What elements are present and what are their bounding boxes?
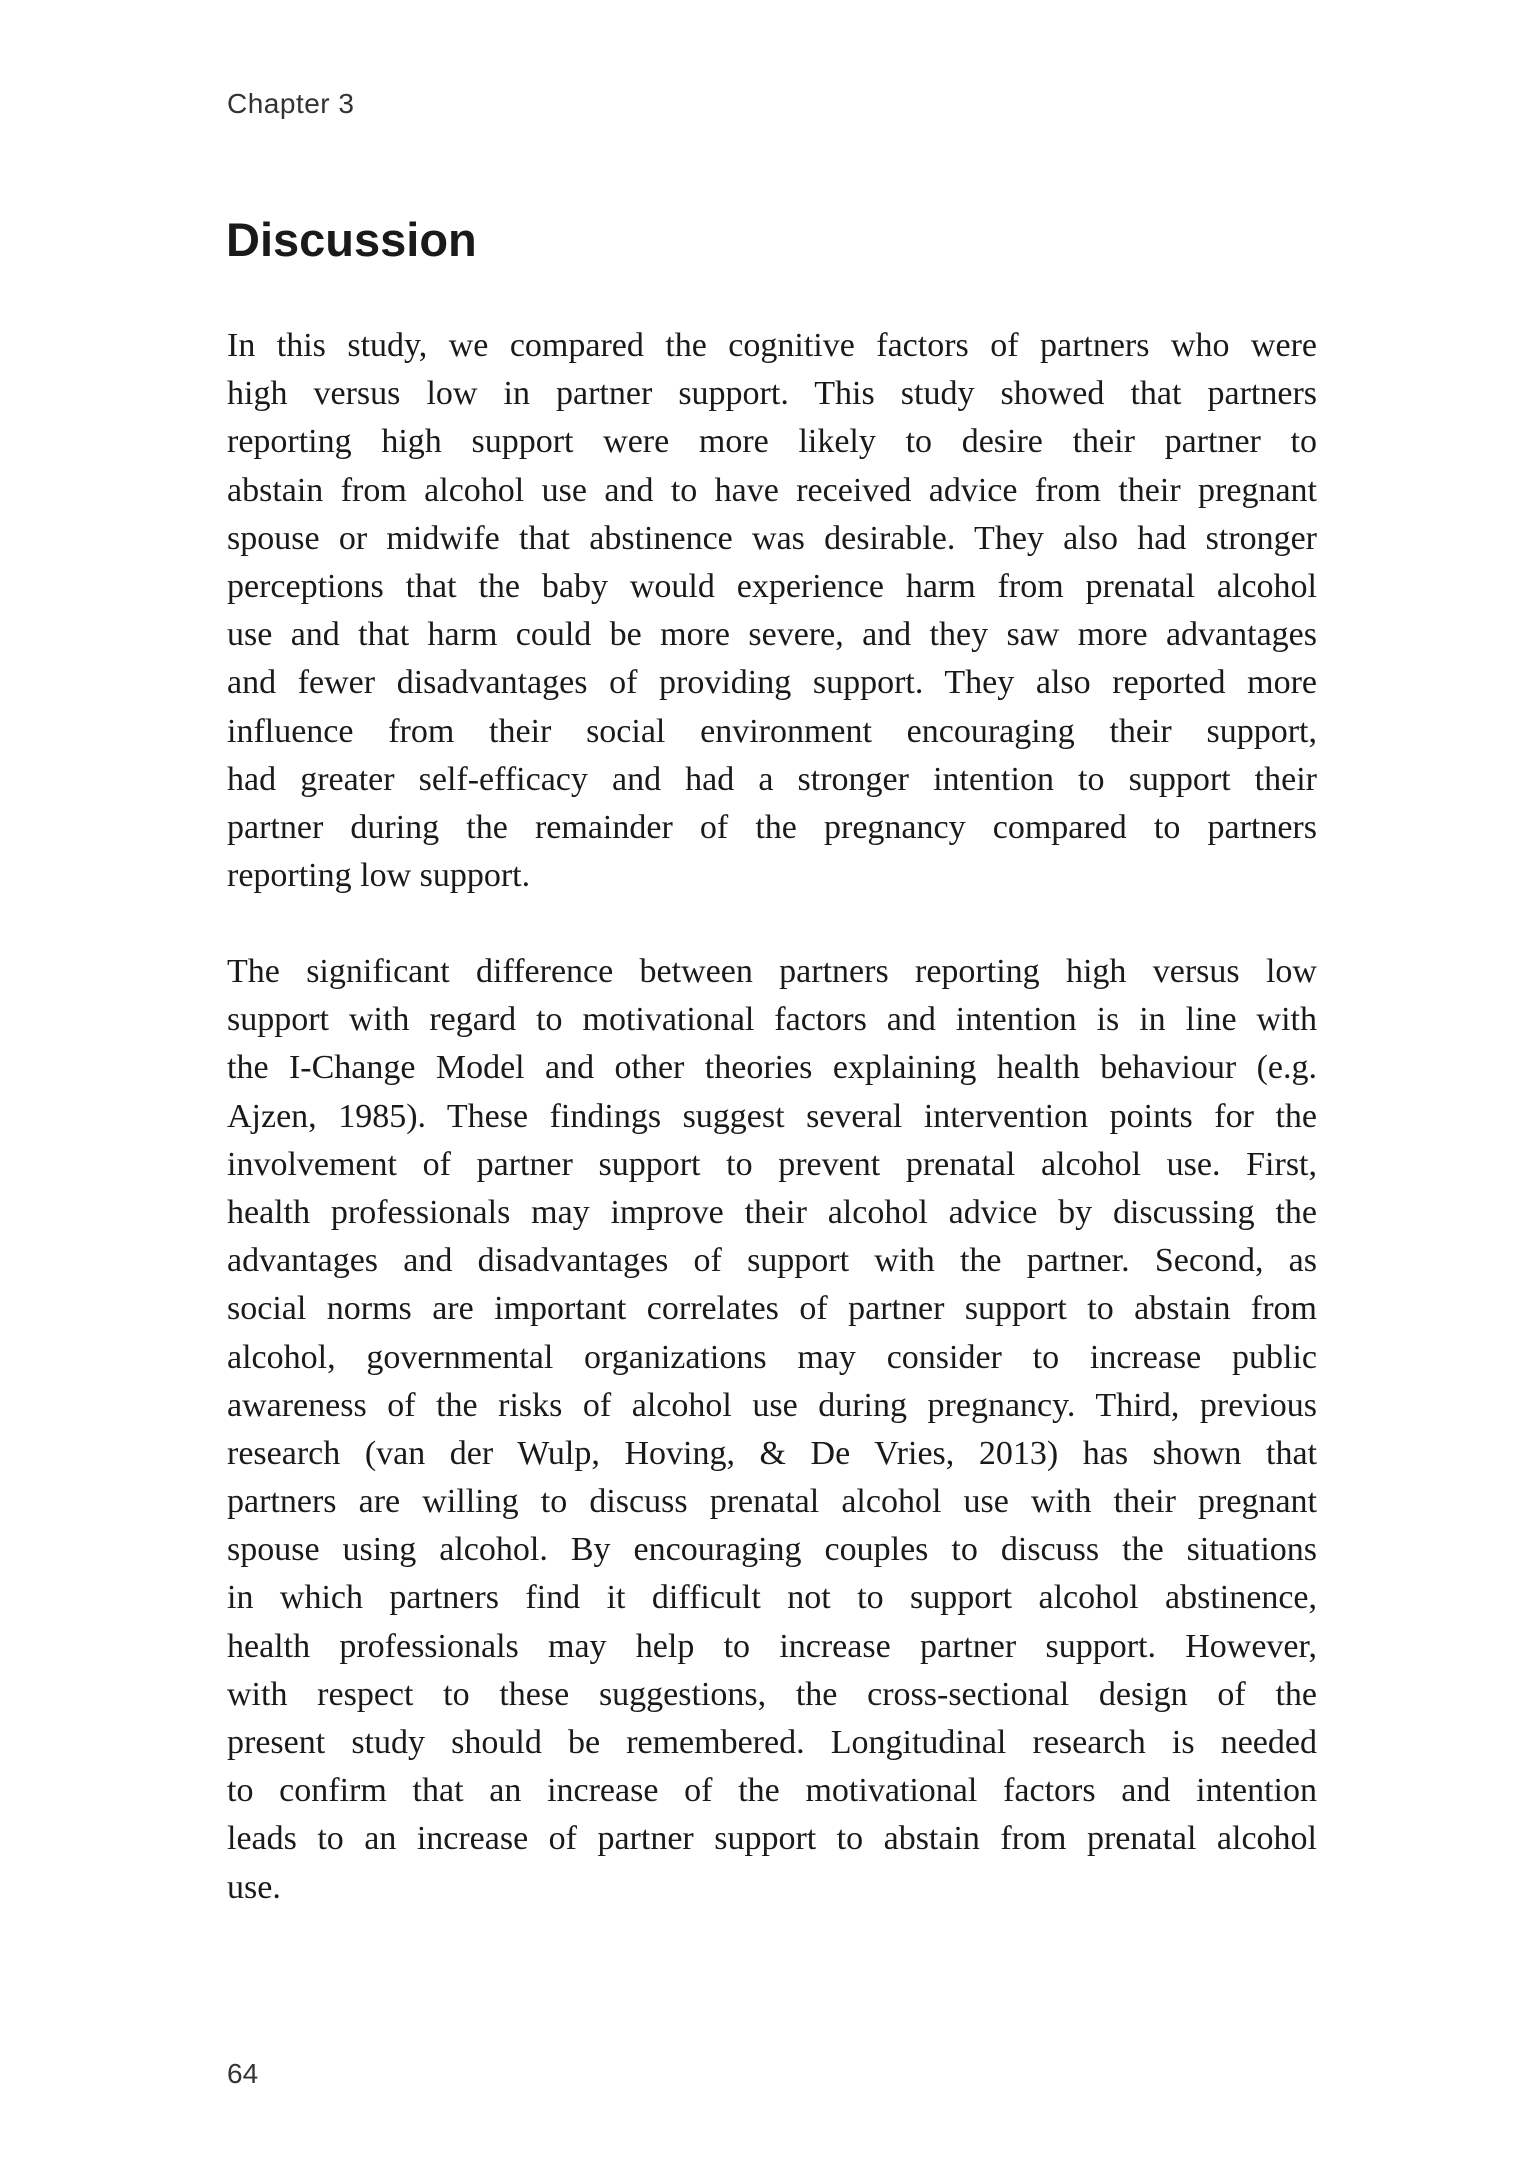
text-line: present study should be remembered. Longitudinal research is needed	[227, 1724, 1317, 1761]
text-line: spouse using alcohol. By encouraging couples to discuss the situations	[227, 1531, 1317, 1569]
text-line: Ajzen, 1985). These findings suggest several intervention points for the	[227, 1097, 1317, 1135]
text-line: research (van der Wulp, Hoving, & De Vries, 2013) has shown that	[227, 1434, 1317, 1472]
text-line: alcohol, governmental organizations may consider to increase public	[227, 1338, 1317, 1376]
text-line: spouse or midwife that abstinence was desirable. They also had stronger	[227, 519, 1317, 557]
text-line: abstain from alcohol use and to have received advice from their pregnant	[227, 471, 1317, 509]
running-head: Chapter 3	[227, 88, 355, 119]
text-line: influence from their social environment encouraging their support,	[227, 712, 1317, 750]
paragraph-1	[227, 322, 1317, 900]
text-line: reporting high support were more likely to desire their partner to	[227, 423, 1317, 461]
text-line: and fewer disadvantages of providing support. They also reported more	[227, 664, 1317, 702]
text-line: advantages and disadvantages of support with the partner. Second, as	[227, 1242, 1317, 1280]
text-line: social norms are important correlates of partner support to abstain from	[227, 1290, 1317, 1328]
paragraph-2	[227, 948, 1317, 1912]
text-line: reporting low support.	[227, 857, 531, 895]
text-line: with respect to these suggestions, the cross-sectional design of the	[227, 1675, 1317, 1713]
text-line: health professionals may help to increase partner support. However,	[227, 1627, 1317, 1665]
text-line: in which partners find it difficult not to support alcohol abstinence,	[227, 1579, 1317, 1617]
text-line: use and that harm could be more severe, and they saw more advantages	[227, 616, 1317, 654]
text-line: to confirm that an increase of the motivational factors and intention	[227, 1772, 1317, 1810]
text-line: partners are willing to discuss prenatal alcohol use with their pregnant	[227, 1483, 1317, 1521]
text-line: involvement of partner support to prevent prenatal alcohol use. First,	[227, 1145, 1317, 1183]
text-line: partner during the remainder of the pregnancy compared to partners	[227, 808, 1317, 846]
text-line: high versus low in partner support. This study showed that partners	[227, 375, 1317, 413]
text-line: had greater self-efficacy and had a stronger intention to support their	[227, 760, 1317, 798]
text-line: awareness of the risks of alcohol use during pregnancy. Third, previous	[227, 1386, 1317, 1424]
text-line: In this study, we compared the cognitive factors of partners who were	[227, 327, 1317, 364]
section-heading: Discussion	[226, 213, 477, 266]
page-number: 64	[227, 2058, 259, 2089]
text-line: perceptions that the baby would experience harm from prenatal alcohol	[227, 567, 1317, 605]
text-line: use.	[227, 1868, 281, 1906]
text-line: support with regard to motivational factors and intention is in line with	[227, 1001, 1317, 1039]
text-line: health professionals may improve their alcohol advice by discussing the	[227, 1193, 1317, 1231]
text-line: leads to an increase of partner support to abstain from prenatal alcohol	[227, 1820, 1317, 1858]
text-line: the I-Change Model and other theories explaining health behaviour (e.g.	[227, 1049, 1317, 1087]
text-line: The significant difference between partners reporting high versus low	[227, 953, 1317, 990]
